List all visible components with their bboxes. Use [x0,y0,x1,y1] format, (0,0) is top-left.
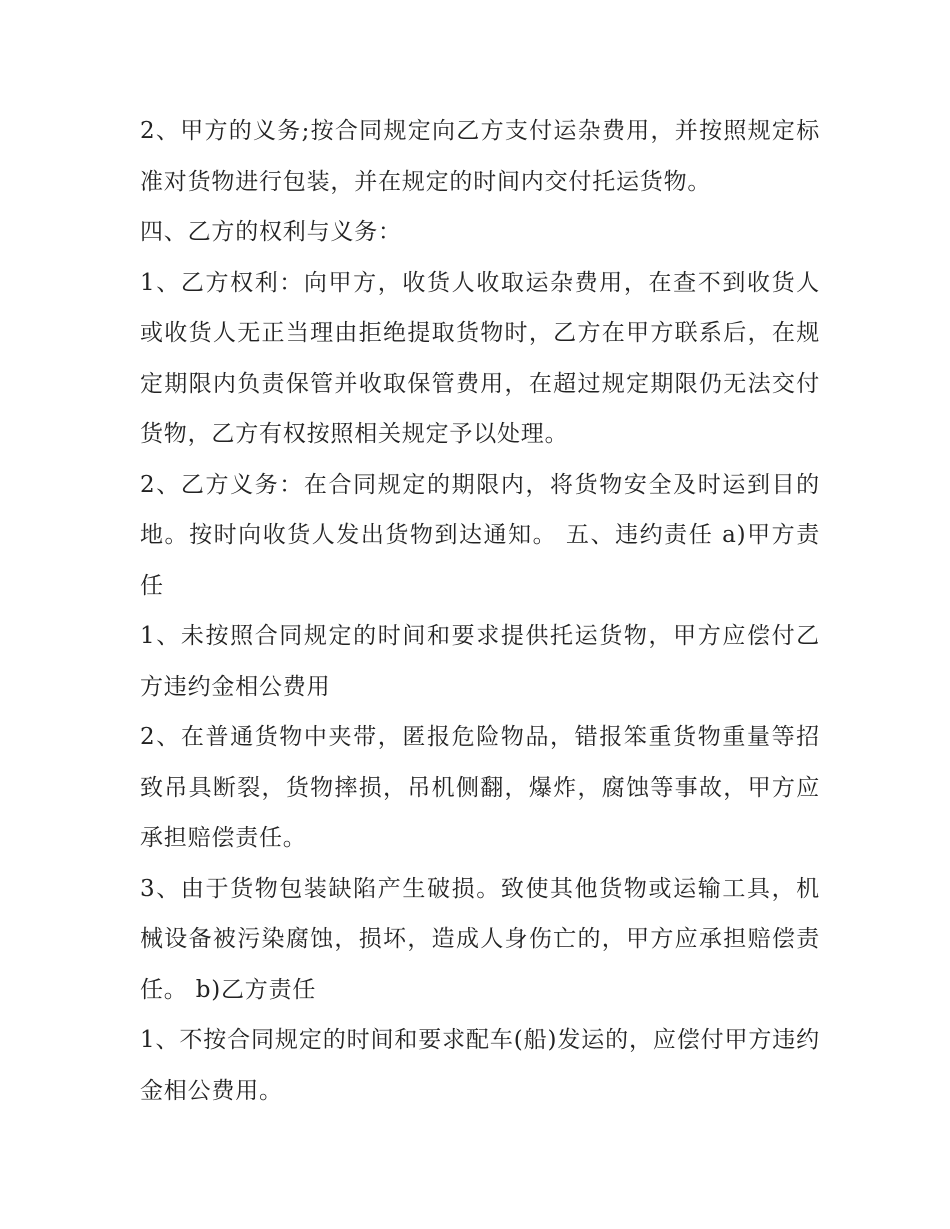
paragraph-party-b-rights: 1、乙方权利：向甲方，收货人收取运杂费用，在查不到收货人或收货人无正当理由拒绝提取货物时，乙方在甲方联系后，在规定期限内负责保管并收取保管费用，在超过规定期限仍无法交付货物，乙方有权按照相关规定予以处理。 [140,269,820,447]
paragraph-party-b-liability-1: 1、不按合同规定的时间和要求配车(船)发运的，应偿付甲方违约金相公费用。 [140,1027,820,1104]
paragraph-party-b-obligations: 2、乙方义务：在合同规定的期限内，将货物安全及时运到目的地。按时向收货人发出货物到达通知。 五、违约责任 a)甲方责任 [140,471,820,599]
section-heading-party-b-rights: 四、乙方的权利与义务： [140,219,402,245]
paragraph-party-a-liability-2: 2、在普通货物中夹带，匿报危险物品，错报笨重货物重量等招致吊具断裂，货物摔损，吊机侧翻，爆炸，腐蚀等事故，甲方应承担赔偿责任。 [140,724,820,851]
document-body [140,106,820,1116]
paragraph-party-a-liability-3: 3、由于货物包装缺陷产生破损。致使其他货物或运输工具，机械设备被污染腐蚀，损坏，造成人身伤亡的，甲方应承担赔偿责任。 b)乙方责任 [140,875,820,1003]
paragraph-party-a-liability-1: 1、未按照合同规定的时间和要求提供托运货物，甲方应偿付乙方违约金相公费用 [140,623,820,700]
paragraph-party-a-obligations: 2、甲方的义务;按合同规定向乙方支付运杂费用，并按照规定标准对货物进行包装，并在规定的时间内交付托运货物。 [140,118,820,195]
